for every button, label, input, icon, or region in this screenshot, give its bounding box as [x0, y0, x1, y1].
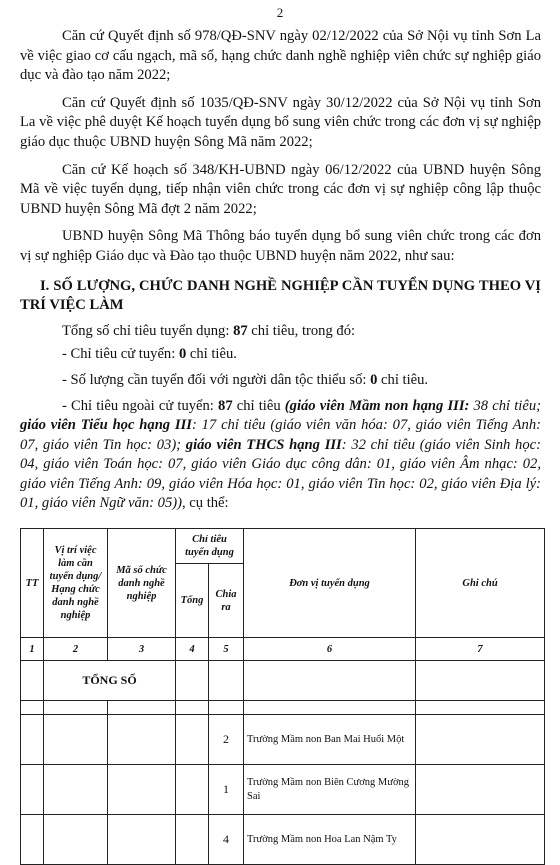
column-number: 6 [244, 638, 416, 661]
paragraph-basis-1035: Căn cứ Quyết định số 1035/QĐ-SNV ngày 30/12/2022 của Sở Nội vụ tỉnh Sơn La về việc phê duyệt Kế hoạch tuyển dụng bổ sung viên chức trong các đơn vị sự nghiệp giáo dục thuộc UBND huyện Sông Mã năm 2022; [20, 94, 541, 150]
column-number: 3 [108, 638, 176, 661]
page-number: 2 [276, 5, 284, 20]
header-quota-split: Chia ra [209, 564, 244, 638]
table-row [21, 815, 545, 865]
header-quota: Chỉ tiêu tuyển dụng [176, 529, 244, 564]
unit-name: Trường Mầm non Hoa Lan Nậm Ty [244, 815, 416, 865]
unit-name: Trường Mầm non Ban Mai Huổi Một [244, 715, 416, 765]
blank-row [21, 701, 545, 715]
primary-teacher-label: giáo viên Tiểu học hạng III [20, 417, 192, 434]
paragraph-basis-978: Căn cứ Quyết định số 978/QĐ-SNV ngày 02/12/2022 của Sở Nội vụ tỉnh Sơn La về việc giao cơ cấu ngạch, mã số, hạng chức danh nghề nghiệp viên chức sự nghiệp giáo dục và đào tạo năm 2022; [20, 28, 541, 84]
column-number: 1 [21, 638, 44, 661]
paragraph-announcement: UBND huyện Sông Mã Thông báo tuyển dụng bổ sung viên chức trong các đơn vị sự nghiệp Giáo dục và Đào tạo thuộc UBND huyện năm 2022, như sau: [20, 228, 541, 264]
unit-quota: 2 [209, 715, 244, 765]
table-header-row [21, 529, 545, 564]
column-number: 7 [416, 638, 545, 661]
header-tt: TT [21, 529, 44, 638]
unit-name: Trường Mầm non Biên Cương Mường Sai [244, 765, 416, 815]
section-heading: I. SỐ LƯỢNG, CHỨC DANH NGHỀ NGHIỆP CẦN TUYỂN DỤNG THEO VỊ TRÍ VIỆC LÀM [20, 277, 541, 314]
document-body [20, 27, 541, 522]
table-row [21, 765, 545, 815]
outside-quota-paragraph: - Chỉ tiêu ngoài cử tuyển: 87 chỉ tiêu (giáo viên Mầm non hạng III: 38 chỉ tiêu; giáo viên Tiểu học hạng III: 17 chỉ tiêu (giáo viên văn hóa: 07, giáo viên Tiếng Anh: 07, giáo viên Tin học: 03); giáo viên THCS hạng III: 32 chỉ tiêu (giáo viên Sinh học: 04, giáo viên Toán học: 07, giáo viên Giáo dục công dân: 01, giáo viên Âm nhạc: 02, giáo viên Tiếng Anh: 09, giáo viên Hóa học: 01, giáo viên Tin học: 02, giáo viên Địa lý: 01, giáo viên Ngữ văn: 05)), cụ thể: [20, 397, 541, 512]
total-quota-value: 87 [233, 322, 248, 339]
preschool-teacher-label: giáo viên Mầm non hạng III: [289, 397, 470, 414]
header-note: Ghi chú [416, 529, 545, 638]
column-number-row [21, 638, 545, 661]
outside-quota-value: 87 [218, 397, 233, 414]
header-unit: Đơn vị tuyển dụng [244, 529, 416, 638]
minority-quota-line: - Số lượng cần tuyển đối với người dân tộc thiểu số: 0 chỉ tiêu. [62, 371, 429, 388]
total-quota-line: Tổng số chỉ tiêu tuyển dụng: 87 chỉ tiêu, trong đó: [62, 322, 356, 339]
minority-quota-value: 0 [370, 371, 378, 388]
column-number: 4 [176, 638, 209, 661]
column-number: 5 [209, 638, 244, 661]
header-quota-total: Tổng [176, 564, 209, 638]
paragraph-basis-348: Căn cứ Kế hoạch số 348/KH-UBND ngày 06/12/2022 của UBND huyện Sông Mã về việc tuyển dụng, tiếp nhận viên chức trong các đơn vị sự nghiệp công lập thuộc UBND huyện Sông Mã đợt 2 năm 2022; [20, 161, 541, 217]
nominated-quota-line: - Chỉ tiêu cử tuyển: 0 chỉ tiêu. [62, 346, 237, 363]
total-row [21, 661, 545, 701]
nominated-quota-value: 0 [178, 346, 187, 363]
column-number: 2 [44, 638, 108, 661]
recruitment-table [20, 528, 545, 865]
header-position: Vị trí việc làm cần tuyển dụng/ Hạng chức danh nghề nghiệp [44, 529, 108, 638]
table-row [21, 715, 545, 765]
secondary-teacher-label: giáo viên THCS hạng III [185, 436, 342, 453]
unit-quota: 1 [209, 765, 244, 815]
total-label: TỔNG SỐ [44, 661, 176, 701]
header-code: Mã số chức danh nghề nghiệp [108, 529, 176, 638]
unit-quota: 4 [209, 815, 244, 865]
